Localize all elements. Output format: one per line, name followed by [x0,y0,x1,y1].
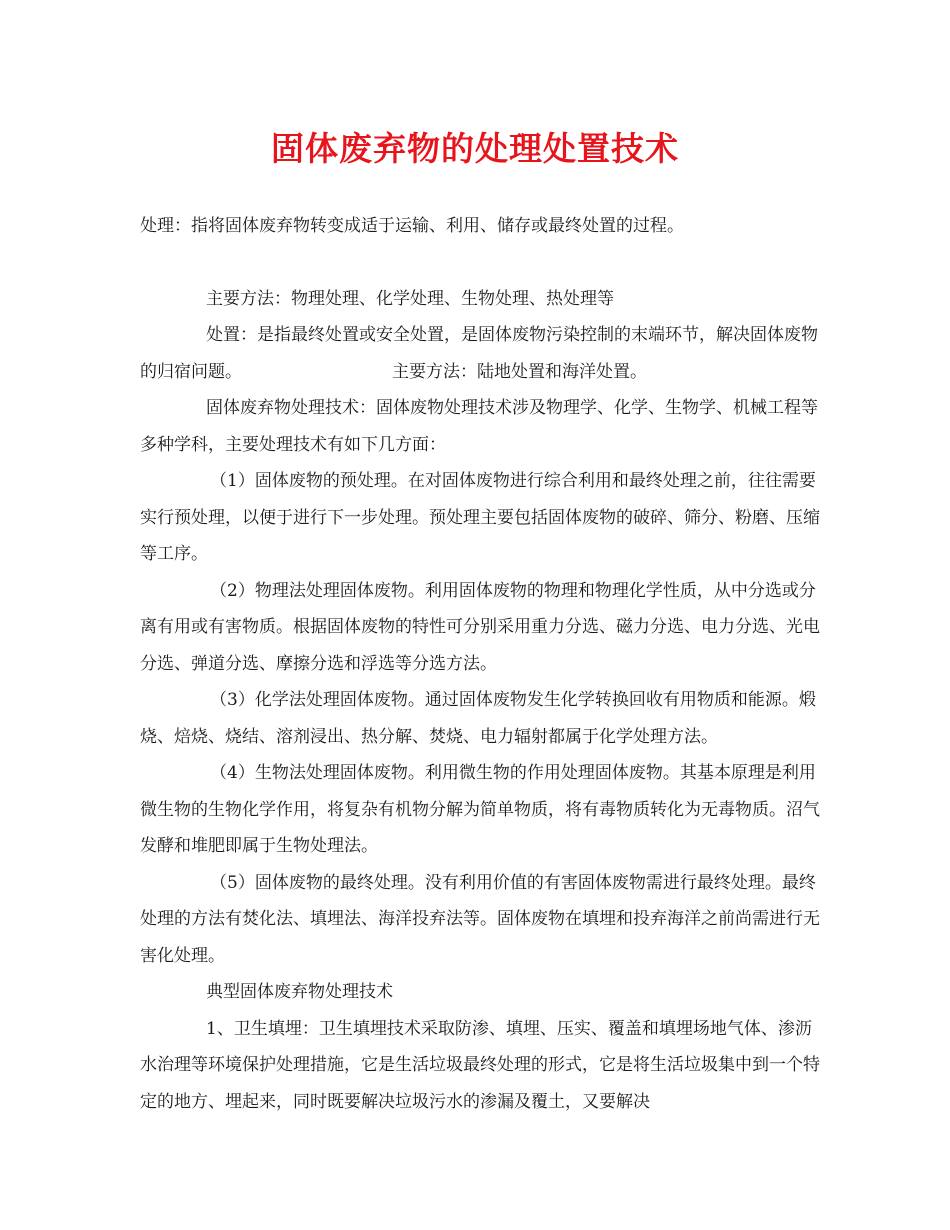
paragraph-treatment-technology: 固体废弃物处理技术：固体废物处理技术涉及物理学、化学、生物学、机械工程等多种学科，主要处理技术有如下几方面： [140,398,818,455]
paragraph-item-5: （5）固体废物的最终处理。没有利用价值的有害固体废物需进行最终处理。最终处理的方法有焚化法、填埋法、海洋投弃法等。固体废物在填埋和投弃海洋之前尚需进行无害化处理。 [140,872,820,966]
disposal-methods-text: 主要方法：陆地处置和海洋处置。 [392,361,647,382]
paragraph-definition-disposal [140,317,826,390]
section-heading-typical: 典型固体废弃物处理技术 [206,982,393,1002]
document-body [140,208,826,1120]
paragraph-item-1: （1）固体废物的预处理。在对固体废物进行综合利用和最终处理之前，往往需要实行预处理，以便于进行下一步处理。预处理主要包括固体废物的破碎、筛分、粉磨、压缩等工序。 [140,471,820,564]
disposal-definition-text: 处置：是指最终处置或安全处置，是固体废物污染控制的末端环节，解决固体废物的归宿问题。 [140,325,818,382]
paragraph-sanitary-landfill: 1、卫生填埋：卫生填埋技术采取防渗、填埋、压实、覆盖和填埋场地气体、渗沥水治理等环境保护处理措施，它是生活垃圾最终处理的形式，它是将生活垃圾集中到一个特定的地方、埋起来，同时既要解决垃圾污水的渗漏及覆土，又要解决 [140,1018,820,1112]
paragraph-treatment-methods: 主要方法：物理处理、化学处理、生物处理、热处理等 [206,288,614,309]
paragraph-item-3: （3）化学法处理固体废物。通过固体废物发生化学转换回收有用物质和能源。煅烧、焙烧、烧结、溶剂浸出、热分解、焚烧、电力辐射都属于化学处理方法。 [140,690,816,747]
paragraph-item-2: （2）物理法处理固体废物。利用固体废物的物理和物理化学性质，从中分选或分离有用或有害物质。根据固体废物的特性可分别采用重力分选、磁力分选、电力分选、光电分选、弹道分选、摩擦分选和浮选等分选方法。 [140,580,820,674]
document-title: 固体废弃物的处理处置技术 [271,129,679,168]
paragraph-definition-treatment: 处理：指将固体废弃物转变成适于运输、利用、储存或最终处置的过程。 [140,216,684,236]
paragraph-item-4: （4）生物法处理固体废物。利用微生物的作用处理固体废物。其基本原理是利用微生物的生物化学作用，将复杂有机物分解为简单物质，将有毒物质转化为无毒物质。沼气发酵和堆肥即属于生物处理法。 [140,763,820,856]
